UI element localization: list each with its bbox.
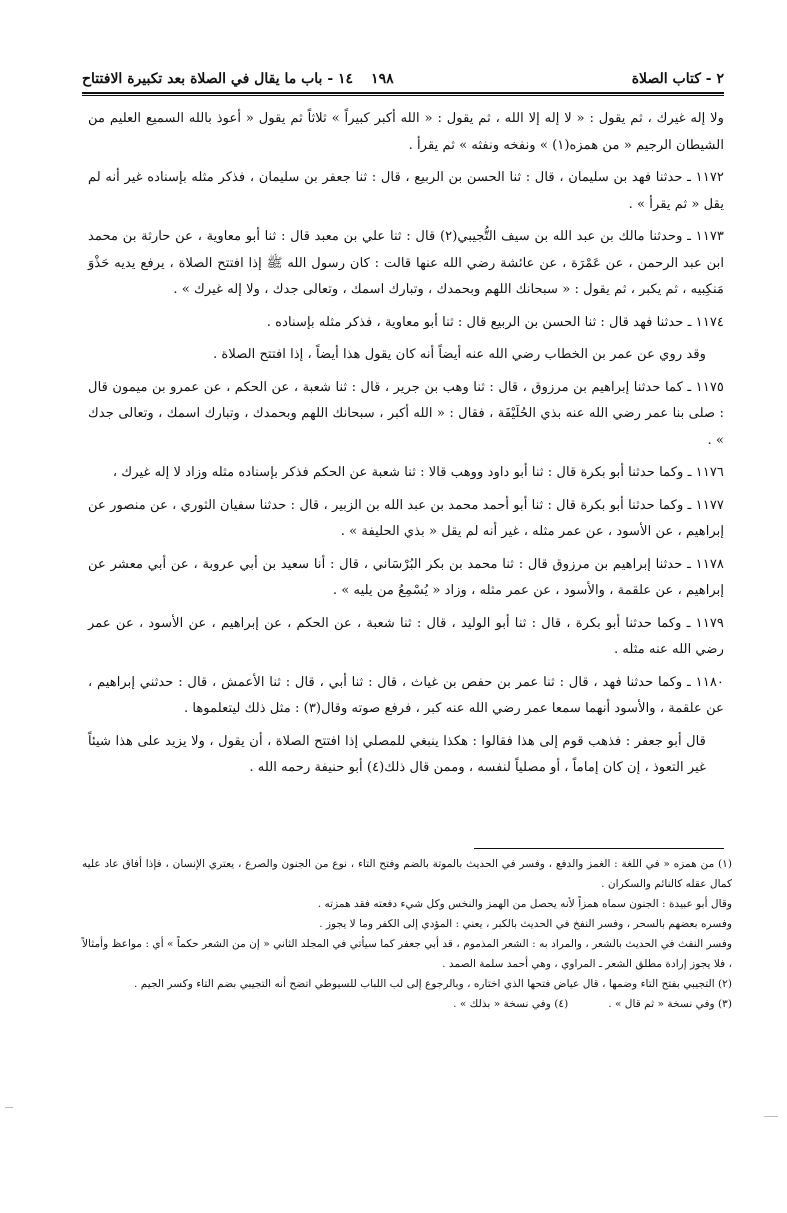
hadith-1175: ١١٧٥ ـ كما حدثنا إبراهيم بن مرزوق ، قال : ثنا وهب بن جرير ، قال : ثنا شعبة ، عن الحكم ، عن عمرو بن ميمون قال : صلى بنا عمر رضي الله عنه بذي الحُلَيْفَة ، فقال : « الله أكبر ، سبحانك اللهم وبحمدك ، وتبارك اسمك ، وتعالى جدك » . xyxy=(88,379,724,448)
hadith-1172: ١١٧٢ ـ حدثنا فهد بن سليمان ، قال : ثنا الحسن بن الربيع ، قال : ثنا جعفر بن سليمان ، فذكر مثله بإسناده غير أنه لم يقل « ثم يقرأ » . xyxy=(88,170,724,212)
hadith-1176: ١١٧٦ ـ وكما حدثنا أبو بكرة قال : ثنا أبو داود ووهب قالا : ثنا شعبة عن الحكم فذكر بإسناده مثله وزاد لا إله غيرك ، xyxy=(112,465,724,480)
main-text xyxy=(88,106,724,788)
footnote: وفسره بعضهم بالسحر ، وفسر النفخ في الحديث بالكبر ، يعني : المؤدي إلى الكفر وما لا يجوز . xyxy=(319,918,732,930)
header-left-group xyxy=(82,71,394,87)
header-page-number: ١٩٨ xyxy=(371,71,394,87)
header-rule-thin xyxy=(82,95,724,96)
page-header xyxy=(82,66,724,92)
hadith-1179: ١١٧٩ ـ وكما حدثنا أبو بكرة ، قال : ثنا أبو الوليد ، قال : ثنا شعبة ، عن الحكم ، عن إبراهيم ، عن الأسود ، عن عمر رضي الله عنه مثله . xyxy=(88,615,724,657)
paragraph: وقد روي عن عمر بن الخطاب رضي الله عنه أيضاً أنه كان يقول هذا أيضاً ، إذا افتتح الصلاة . xyxy=(213,347,706,362)
footnote-separator xyxy=(474,848,724,849)
footnote-3: (٣) وفي نسخة « ثم قال » . xyxy=(608,998,732,1010)
footnote: وفسر النفث في الحديث بالشعر ، والمراد به : الشعر المذموم ، قد أبي جعفر كما سيأتي في المجلد الثاني « إن من الشعر حكماً » أي : مواعظ وأمثالاً ، فلا يجوز إرادة مطلق الشعر ـ المراوي ، وهي أحمد سلمة الصمد . xyxy=(82,938,732,970)
commentary-paragraph: قال أبو جعفر : فذهب قوم إلى هذا فقالوا : هكذا ينبغي للمصلي إذا افتتح الصلاة ، أن يقول ، ولا يزيد على هذا شيئاً غير التعوذ ، إن كان إماماً ، أو مصلياً لنفسه ، وممن قال ذلك(٤) أبو حنيفة رحمه الله . xyxy=(88,733,706,775)
scan-mark xyxy=(764,1116,778,1117)
footnote: وقال أبو عبيدة : الجنون سماه همزاً لأنه يحصل من الهمز والنخس وكل شيء دفعته فقد همزته . xyxy=(317,898,732,910)
header-chapter-title: ١٤ - باب ما يقال في الصلاة بعد تكبيرة الافتتاح xyxy=(82,71,354,87)
paragraph: ولا إله غيرك ، ثم يقول : « لا إله إلا الله ، ثم يقول : « الله أكبر كبيراً » ثلاثاً ثم يقول « أعوذ بالله السميع العليم من الشيطان الرجيم « من همزه(١) » ونفخه ونفثه » ثم يقرأ . xyxy=(88,111,724,153)
hadith-1177: ١١٧٧ ـ وكما حدثنا أبو بكرة قال : ثنا أبو أحمد محمد بن عبد الله بن الزبير ، قال : حدثنا سفيان الثوري ، عن منصور عن إبراهيم ، عن الأسود ، عن عمر مثله ، غير أنه لم يقل « بذي الحليفة » . xyxy=(88,497,724,539)
scan-mark xyxy=(5,1107,13,1108)
header-rule xyxy=(82,92,724,94)
footnote-tail xyxy=(82,994,732,1014)
hadith-1174: ١١٧٤ ـ حدثنا فهد قال : ثنا الحسن بن الربيع قال : ثنا أبو معاوية ، فذكر مثله بإسناده . xyxy=(266,314,724,330)
hadith-1178: ١١٧٨ ـ حدثنا إبراهيم بن مرزوق قال : ثنا محمد بن بكر البُرْسَاني ، قال : أنا سعيد بن أبي عروبة ، عن أبي معشر عن إبراهيم ، عن علقمة ، والأسود ، عن عمر مثله ، وزاد « يُسْمِعُ من يليه » . xyxy=(88,556,724,598)
footnotes xyxy=(82,854,732,1014)
hadith-1180: ١١٨٠ ـ وكما حدثنا فهد ، قال : ثنا عمر بن حفص بن غياث ، قال : ثنا أبي ، قال : ثنا الأعمش ، قال : حدثني إبراهيم ، عن علقمة ، والأسود أنهما سمعا عمر رضي الله عنه كبر ، فرفع صوته وقال(٣) : مثل ذلك ليتعلموها . xyxy=(88,674,724,716)
footnote-4: (٤) وفي نسخة « بذلك » . xyxy=(453,998,569,1010)
footnote: (٢) التجيبي بفتح التاء وضمها ، قال عياض فتحها الذي اختاره ، وبالرجوع إلى لب اللباب للسيوطي اتضح أنه التجيبي بضم التاء وكسر الجيم . xyxy=(134,978,732,990)
footnote: (١) من همزه « في اللغة : الغمز والدفع ، وفسر في الحديث بالموتة بالضم وفتح التاء ، نوع من الجنون والصرع ، يعتري الإنسان ، فإذا أفاق عاد عليه كمال عقله كالنائم والسكران . xyxy=(82,858,732,890)
hadith-1173: ١١٧٣ ـ وحدثنا مالك بن عبد الله بن سيف التُّجيبي(٢) قال : ثنا علي بن معبد قال : ثنا أبو معاوية ، عن حارثة بن محمد ابن عبد الرحمن ، عن عَمْرَة ، عن عائشة رضي الله عنها قالت : كان رسول الله ﷺ إذا افتتح الصلاة ، يرفع يديه حَذْوَ مَنكِبيه ، ثم يكبر ، ثم يقول : « سبحانك اللهم وبحمدك ، وتبارك اسمك ، وتعالى جدك ، ولا إله غيرك » . xyxy=(88,229,725,297)
header-book-title: ٢ - كتاب الصلاة xyxy=(631,71,724,87)
